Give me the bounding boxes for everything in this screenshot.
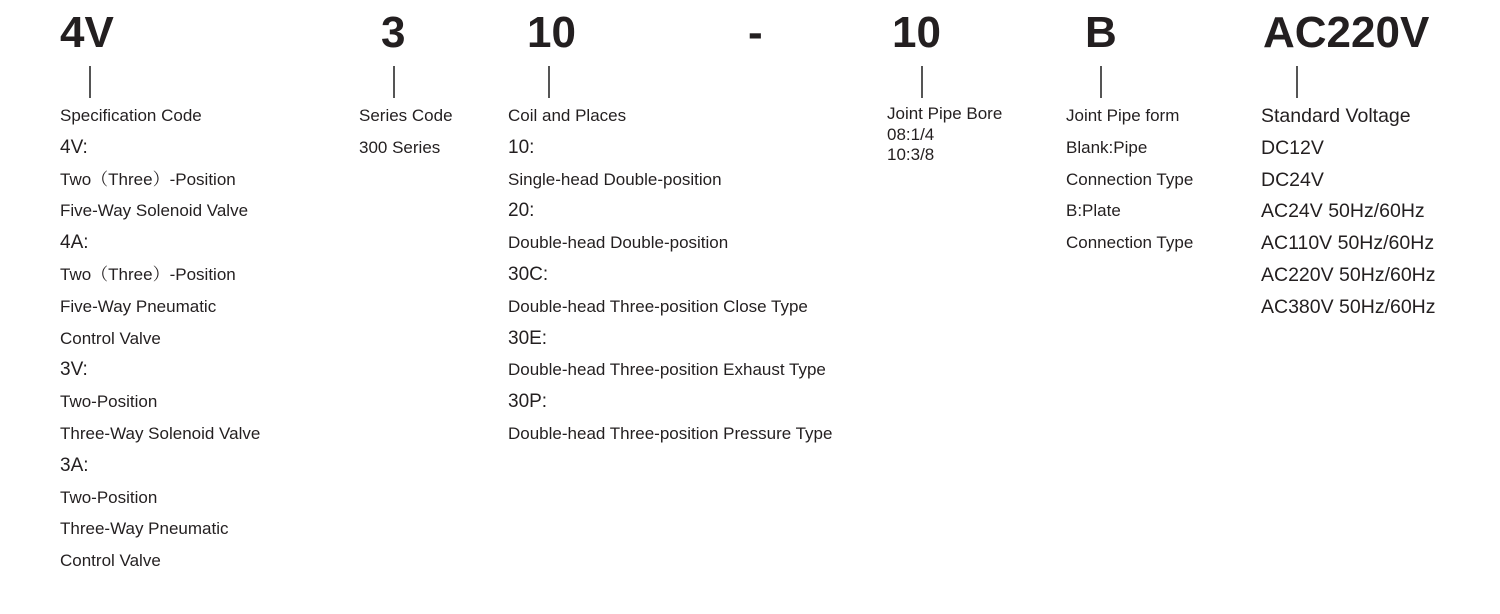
connector-spec <box>89 66 91 98</box>
option-description: DC12V <box>1261 136 1324 159</box>
option-description: B:Plate <box>1066 201 1121 221</box>
option-code: 30E: <box>508 327 548 349</box>
code-series: 3 <box>381 8 406 57</box>
option-description: Control Valve <box>60 551 161 571</box>
column-title: Series Code <box>359 106 453 125</box>
column-title: Standard Voltage <box>1261 105 1411 127</box>
option-description: Two（Three）-Position <box>60 264 236 284</box>
option-code: 30C: <box>508 263 549 285</box>
option-description: Control Valve <box>60 328 161 348</box>
column-title: Joint Pipe form <box>1066 106 1180 125</box>
column-title: Joint Pipe Bore <box>887 104 1003 123</box>
option-description: AC220V 50Hz/60Hz <box>1261 263 1436 286</box>
option-description: 08:1/4 <box>887 124 935 144</box>
bore-column <box>887 104 1002 166</box>
option-description: Two（Three）-Position <box>60 169 236 189</box>
column-title: Coil and Places <box>508 106 627 125</box>
option-description: DC24V <box>1261 168 1324 191</box>
option-description: Three-Way Pneumatic <box>60 519 229 539</box>
option-description: Double-head Three-position Exhaust Type <box>508 360 826 380</box>
spec-column <box>60 104 260 581</box>
option-description: Double-head Three-position Pressure Type <box>508 423 833 443</box>
option-description: AC380V 50Hz/60Hz <box>1261 295 1436 318</box>
option-description: Two-Position <box>60 392 158 412</box>
option-description: Five-Way Solenoid Valve <box>60 201 249 221</box>
code-voltage: AC220V <box>1263 8 1430 57</box>
connector-series <box>393 66 395 98</box>
connector-bore <box>921 66 923 98</box>
option-description: Connection Type <box>1066 169 1194 189</box>
option-description: 10:3/8 <box>887 145 935 164</box>
form-column <box>1066 104 1193 263</box>
connector-form <box>1100 66 1102 98</box>
code-form: B <box>1085 8 1117 57</box>
code-coil: 10 <box>527 8 576 57</box>
column-title: Specification Code <box>60 106 202 125</box>
option-description: Double-head Three-position Close Type <box>508 296 808 316</box>
option-description: Five-Way Pneumatic <box>60 296 217 316</box>
option-description: Single-head Double-position <box>508 169 722 189</box>
option-description: Connection Type <box>1066 233 1194 253</box>
option-description: AC110V 50Hz/60Hz <box>1261 232 1435 255</box>
series-column <box>359 104 453 168</box>
option-code: 4A: <box>60 232 89 254</box>
connector-voltage <box>1296 66 1298 98</box>
coil-column <box>508 104 832 454</box>
code-bore: 10 <box>892 8 941 57</box>
code-spec: 4V <box>60 8 114 57</box>
option-code: 4V: <box>60 136 88 158</box>
option-code: 3V: <box>60 359 88 381</box>
option-description: Three-Way Solenoid Valve <box>60 423 261 443</box>
option-code: 20: <box>508 200 535 222</box>
code-dash: - <box>748 8 763 57</box>
option-code: 10: <box>508 136 535 158</box>
connector-coil <box>548 66 550 98</box>
option-code: 3A: <box>60 454 89 476</box>
option-description: AC24V 50Hz/60Hz <box>1261 200 1425 223</box>
voltage-column <box>1261 104 1436 327</box>
option-description: Two-Position <box>60 487 158 507</box>
option-code: 30P: <box>508 391 548 413</box>
option-description: Double-head Double-position <box>508 233 729 253</box>
option-description: 300 Series <box>359 137 441 157</box>
option-description: Blank:Pipe <box>1066 137 1148 157</box>
